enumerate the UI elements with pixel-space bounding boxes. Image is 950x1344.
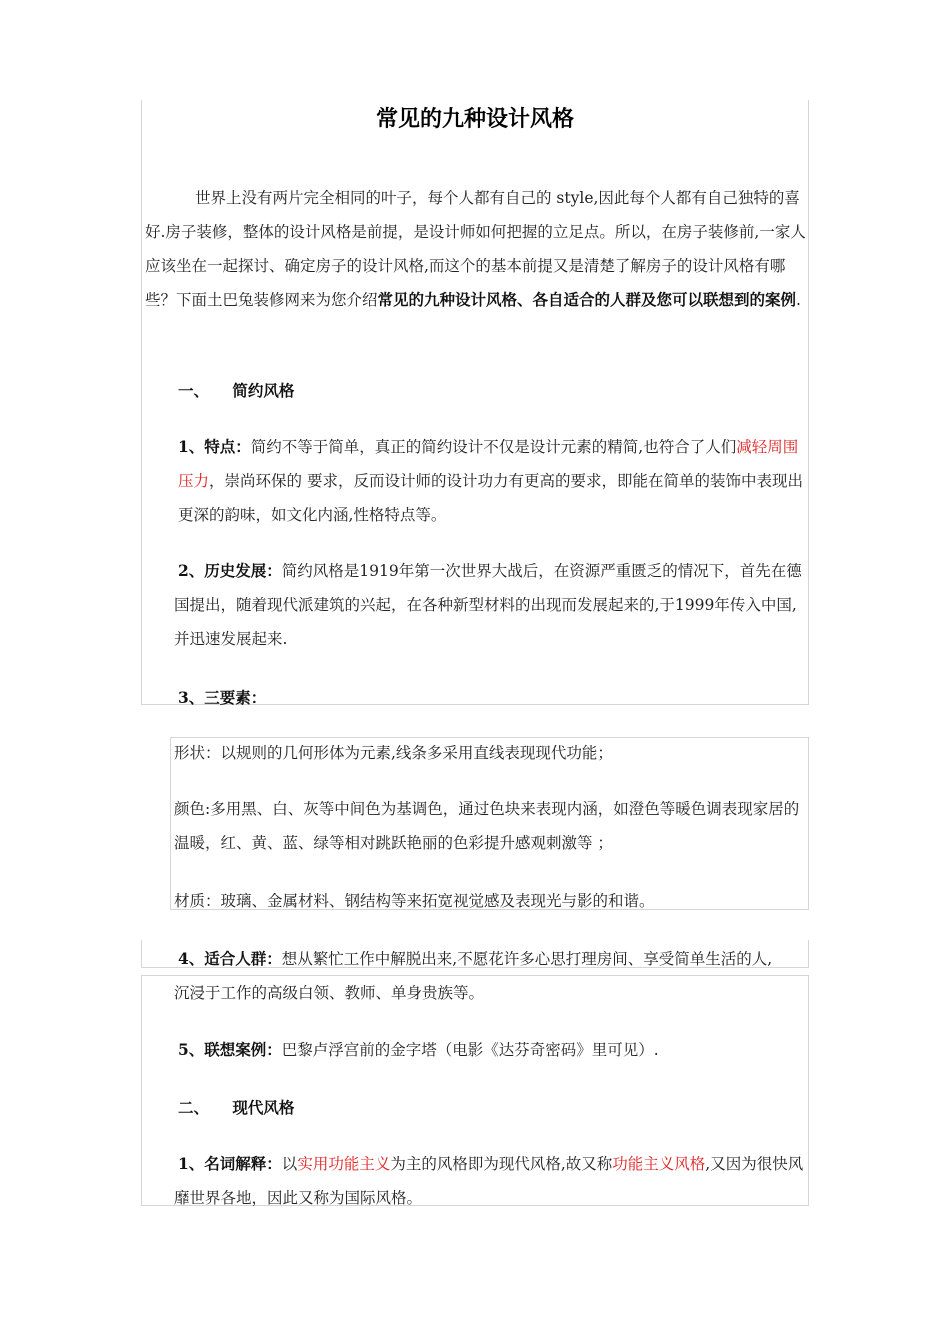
audience-label: 4、适合人群： xyxy=(178,949,282,968)
history-paragraph xyxy=(174,554,808,656)
page-title: 常见的九种设计风格 xyxy=(375,107,574,132)
elements-material: 材质：玻璃、金属材料、钢结构等来拓宽视觉感及表现光与影的和谐。 xyxy=(174,892,655,910)
features-label: 1、特点： xyxy=(178,437,251,456)
elements-shape: 形状：以规则的几何形体为元素,线条多采用直线表现现代功能； xyxy=(174,744,613,762)
section1-heading: 一、 简约风格 xyxy=(178,381,295,400)
history-text: 简约风格是1919年第一次世界大战后，在资源严重匮乏的情况下，首先在德国提出，随着现代派建筑的兴起，在各种新型材料的出现而发展起来的,于1999年传入中国,并迅速发展起来. xyxy=(174,562,802,648)
features-text-b: ，崇尚环保的 要求，反而设计师的设计功力有更高的要求，即能在简单的装饰中表现出更深的韵味，如文化内涵,性格特点等。 xyxy=(178,472,803,524)
intro-end: . xyxy=(796,291,801,309)
elements-label: 3、三要素： xyxy=(178,688,267,707)
definition-text-b: 为主的风格即为现代风格,故又称 xyxy=(390,1155,613,1173)
elements-color: 颜色:多用黑、白、灰等中间色为基调色，通过色块来表现内涵，如澄色等暖色调表现家居的温暖，红、黄、蓝、绿等相对跳跃艳丽的色彩提升感观刺激等 ； xyxy=(174,800,800,852)
definition-paragraph xyxy=(174,1147,808,1215)
intro-paragraph xyxy=(145,181,807,317)
definition-red-a: 实用功能主义 xyxy=(297,1155,391,1173)
definition-text-a: 以 xyxy=(281,1155,298,1173)
features-paragraph xyxy=(178,430,808,532)
definition-red-b: 功能主义风格 xyxy=(612,1155,706,1173)
features-red: 减轻周围压力 xyxy=(178,438,799,490)
section2-heading: 二、 现代风格 xyxy=(178,1098,295,1117)
audience-text: 想从繁忙工作中解脱出来,不愿花许多心思打理房间、享受简单生活的人, xyxy=(281,950,773,968)
history-label: 2、历史发展： xyxy=(178,561,282,580)
case-paragraph xyxy=(178,1033,808,1067)
audience-line1 xyxy=(178,942,810,976)
features-text-a: 简约不等于简单，真正的简约设计不仅是设计元素的精简,也符合了人们 xyxy=(250,438,737,456)
case-label: 5、联想案例： xyxy=(178,1040,282,1059)
intro-bold: 常见的九种设计风格、各自适合的人群及您可以联想到的案例 xyxy=(377,290,797,309)
definition-label: 1、名词解释： xyxy=(178,1154,282,1173)
definition-text-c: ,又因为很快风靡世界各地，因此又称为国际风格。 xyxy=(174,1155,804,1207)
intro-text: 世界上没有两片完全相同的叶子，每个人都有自己的 style,因此每个人都有自己独特的喜好.房子装修，整体的设计风格是前提，是设计师如何把握的立足点。所以，在房子装修前,一家人应该坐在一起探讨、确定房子的设计风格,而这个的基本前提又是清楚了解房子的设计风格有哪些？下面土巴兔装修网来为您介绍 xyxy=(145,189,806,309)
audience-line2: 沉浸于工作的高级白领、教师、单身贵族等。 xyxy=(174,984,485,1002)
case-text: 巴黎卢浮宫前的金字塔（电影《达芬奇密码》里可见）. xyxy=(281,1041,659,1059)
